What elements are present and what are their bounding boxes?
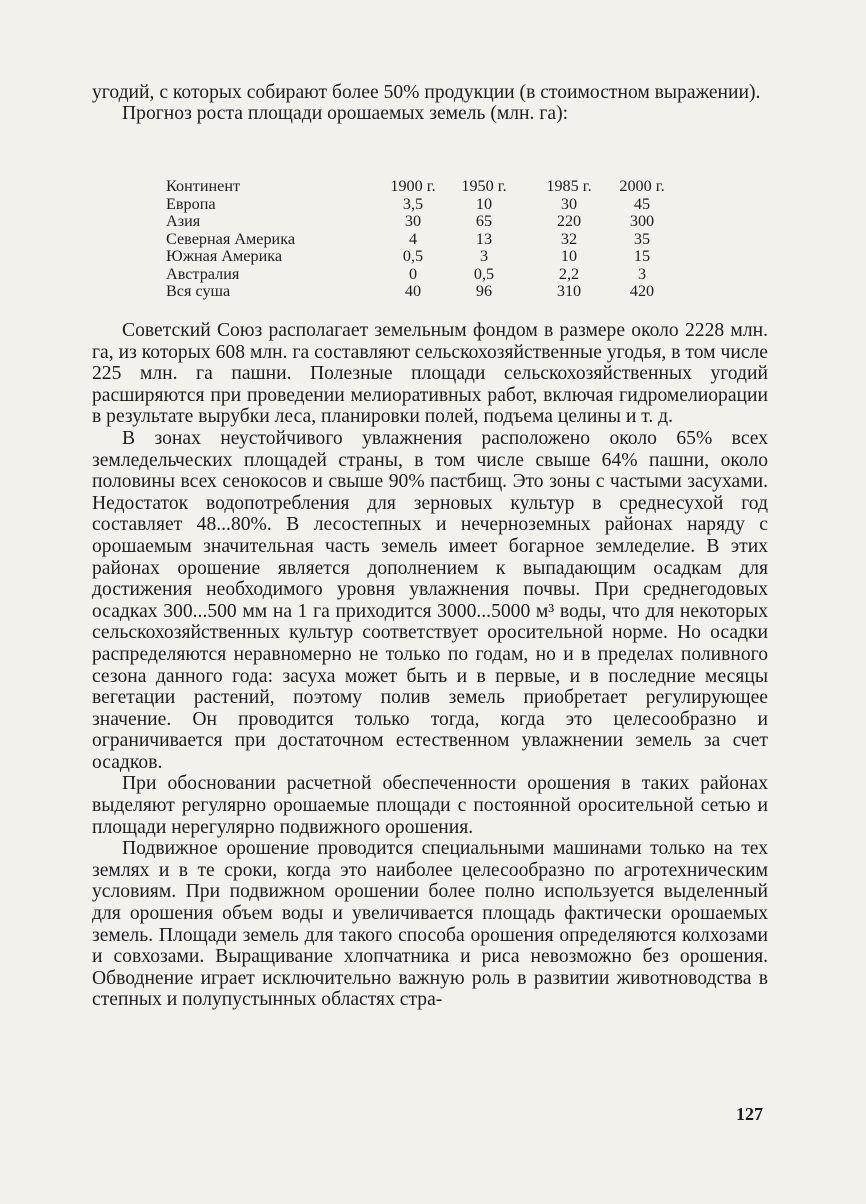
table-cell: 300 [629,212,655,230]
forecast-table [166,178,672,301]
intro-block [92,82,768,125]
table-cell: 220 [556,212,582,230]
table-cell: 13 [475,229,493,248]
table-row [166,213,672,231]
table-cell: 420 [629,282,655,300]
paragraph-irrigation-security: При обосновании расчетной обеспеченности орошения в таких районах выделяют регулярно орошаемые площади с постоянной оросительной сетью и площади нерегулярно подвижного орошения. [92,773,768,838]
table-cell: 30 [404,212,422,230]
table-cell: 10 [560,247,578,265]
table-row [166,248,672,266]
table-cell: 96 [475,282,493,300]
table-row [166,231,672,249]
paragraph-mobile-irrigation: Подвижное орошение проводится специальными машинами только на тех землях и в те сроки, когда это наиболее целесообразно по агротехническим условиям. При подвижном орошении более полно используется выделенный для орошения объем воды и увеличивается площадь фактически орошаемых земель. Площади земель для такого способа орошения определяются колхозами и совхозами. Выращивание хлопчатника и риса невозможно без орошения. Обводнение играет исключительно важную роль в развитии животноводства в степных и полупустынных областях стра- [92,838,768,1011]
continuation-paragraph: угодий, с которых собирают более 50% продукции (в стоимостном выражении). [92,82,761,103]
table-cell: 0 [408,264,418,283]
table-cell: 30 [560,194,578,213]
table-cell: Европа [166,194,216,213]
paragraph-unstable-moisture: В зонах неустойчивого увлажнения расположено около 65% всех земледельческих площадей страны, в том числе свыше 64% пашни, около половины всех сенокосов и свыше 90% пастбищ. Это зоны с частыми засухами. Недостаток водопотребления для зерновых культур в среднесухой год составляет 48...80%. В лесостепных и нечерноземных районах наряду с орошаемым значительная часть земель имеет богарное земледелие. В этих районах орошение является дополнением к выпадающим осадкам для достижения необходимого уровня увлажнения почвы. При среднегодовых осадках 300...500 мм на 1 га приходится 3000...5000 м³ воды, что для некоторых сельскохозяйственных культур соответствует оросительной норме. Но осадки распределяются неравномерно не только по годам, но и в пределах поливного сезона данного года: засуха может быть и в первые, и в последние месяцы вегетации растений, поэтому полив земель приобретает регулирующее значение. Он проводится только тогда, когда это целесообразно и ограничивается при достаточном естественном увлажнении земель за счет осадков. [92,427,768,773]
table-cell: 2,2 [558,264,580,283]
table-row [166,266,672,284]
forecast-table-wrap [166,178,726,301]
table-cell: 40 [404,282,422,300]
table-header-cell: Континент [166,177,241,195]
forecast-heading: Прогноз роста площади орошаемых земель (млн. га): [122,103,569,125]
table-cell: 310 [556,282,582,300]
table-cell: 45 [633,194,651,213]
table-cell: 35 [633,229,651,248]
table-header-row [166,178,672,196]
table-header-cell: 1900 г. [390,177,436,195]
table-cell: 32 [560,229,578,248]
table-row [166,283,672,301]
table-cell: Азия [166,212,201,230]
page-number: 127 [736,1104,763,1124]
table-cell: Северная Америка [166,229,296,248]
table-cell: 3 [637,264,647,283]
table-row [166,196,672,214]
table-cell: 0,5 [402,247,424,265]
table-cell: 65 [475,212,493,230]
table-header-cell: 1985 г. [546,177,592,195]
body-text [92,320,768,1011]
table-cell: Австралия [166,264,240,283]
paragraph-land-fund: Советский Союз располагает земельным фондом в размере около 2228 млн. га, из которых 608 млн. га составляют сельскохозяйственные угодья, в том числе 225 млн. га пашни. Полезные площади сельскохозяйственных угодий расширяются при проведении мелиоративных работ, включая гидромелиорации в результате вырубки леса, планировки полей, подъема целины и т. д. [92,320,768,428]
table-cell: 15 [633,247,651,265]
table-cell: 3,5 [402,194,424,213]
table-cell: 0,5 [473,264,495,283]
table-cell: 10 [475,194,493,213]
table-header-cell: 1950 г. [461,177,507,195]
table-cell: Вся суша [166,282,231,300]
table-cell: 3 [479,247,489,265]
table-cell: Южная Америка [166,247,283,265]
table-header-cell: 2000 г. [619,177,665,195]
table-cell: 4 [408,229,418,248]
